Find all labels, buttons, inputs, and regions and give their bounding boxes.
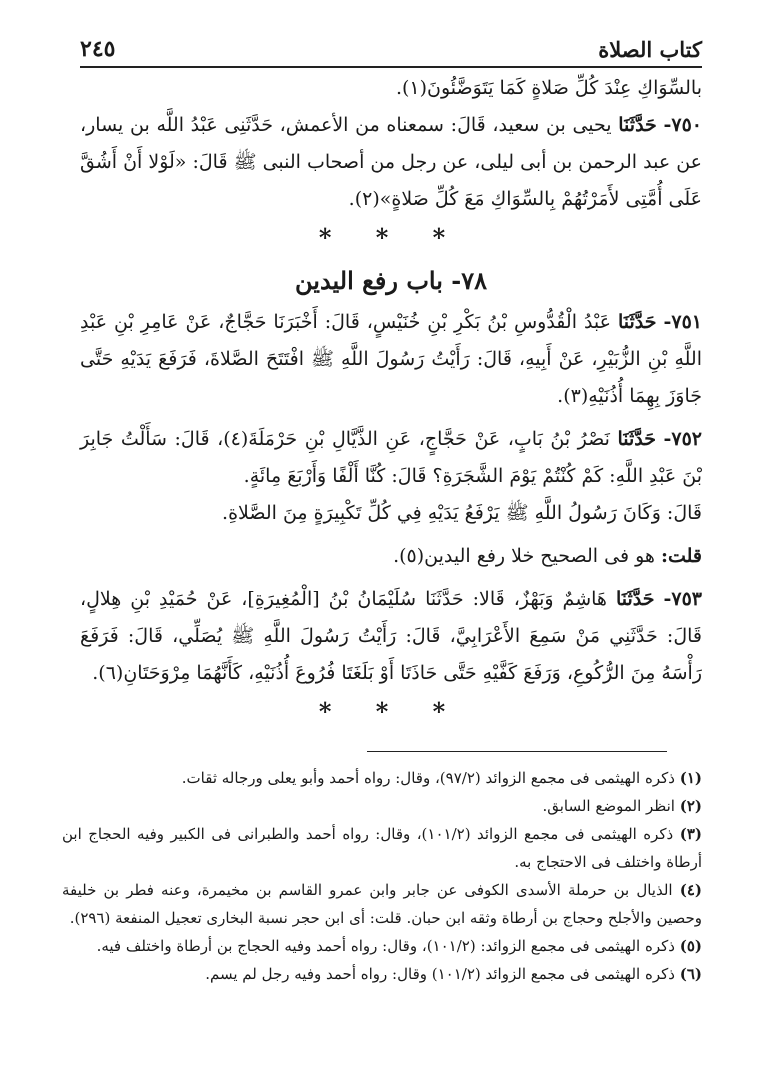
- footnote: [62, 792, 702, 820]
- page-header: [80, 30, 702, 68]
- hadith-753: [80, 581, 702, 692]
- footnote-number: (٦): [679, 965, 702, 983]
- separator-stars: * * *: [318, 697, 464, 726]
- footnote-text: ذكره الهيثمى فى مجمع الزوائد (١٠١/٢)، وقال: رواه أحمد والطبرانى فى الكبير وفيه الحجاج ابن أرطاة واختلف فى الاحتجاج به.: [62, 825, 702, 871]
- editor-note-text: هو فى الصحيح خلا رفع اليدين(٥).: [393, 545, 655, 567]
- page-number: ٢٤٥: [80, 36, 116, 62]
- footnotes: [62, 764, 702, 988]
- footnote-text: ذكره الهيثمى فى مجمع الزوائد (٩٧/٢)، وقال: رواه أحمد وأبو يعلى ورجاله ثقات.: [181, 769, 675, 787]
- separator-stars: * * *: [318, 223, 464, 252]
- hadith-keyword: حَدَّثَنَا: [615, 588, 655, 610]
- running-title: كتاب الصلاة: [598, 37, 702, 62]
- hadith-750: [80, 107, 702, 218]
- qult-keyword: قلت:: [660, 545, 702, 567]
- hadith-text: عَبْدُ الْقُدُّوسِ بْنُ بَكْرِ بْنِ خُنَيْسٍ، قَالَ: أَخْبَرَنَا حَجَّاجٌ، عَنْ عَامِرِ بْنِ عَبْدِ اللَّهِ بْنِ الزُّبَيْرِ، عَنْ أَبِيهِ، قَالَ: رَأَيْتُ رَسُولَ اللَّهِ ﷺ افْتَتَحَ الصَّلاةَ، فَرَفَعَ يَدَيْهِ حَتَّى جَاوَزَ بِهِمَا أُذُنَيْهِ(٣).: [80, 311, 702, 407]
- footnote-divider: [367, 751, 667, 752]
- footnote: [62, 820, 702, 876]
- footnote-text: الذيال بن حرملة الأسدى الكوفى عن جابر وابن عمرو القاسم بن مخيمرة، وعنه فطر بن خليفة وحصين والأجلح وحجاج بن أرطاة وثقه ابن حبان. قلت: أى ابن حجر نسبة البخارى تعجيل المنفعة (٢٩٦).: [62, 881, 702, 927]
- hadith-752: [80, 421, 702, 495]
- hadith-751: [80, 304, 702, 415]
- footnote: [62, 960, 702, 988]
- footnote-text: انظر الموضع السابق.: [542, 797, 675, 815]
- footnote-number: (٣): [679, 825, 702, 843]
- hadith-number: ٧٥٢-: [663, 428, 703, 450]
- hadith-text: يحيى بن سعيد، قَالَ: سمعناه من الأعمش، حَدَّثَنِى عَبْدُ اللَّه بن يسار، عن عبد الرحمن بن أبى ليلى، عن رجل من أصحاب النبى ﷺ قَالَ: «لَوْلا أَنْ أَشُقَّ عَلَى أُمَّتِى لأَمَرْتُهُمْ بِالسِّوَاكِ مَعَ كُلِّ صَلاةٍ»(٢).: [80, 114, 702, 210]
- hadith-number: ٧٥٣-: [663, 588, 703, 610]
- footnote: [62, 764, 702, 792]
- footnote-number: (٢): [679, 797, 702, 815]
- hadith-text: نَصْرُ بْنُ بَابٍ، عَنْ حَجَّاجٍ، عَنِ الذَّيَّالِ بْنِ حَرْمَلَةَ(٤)، قَالَ: سَأَلْتُ جَابِرَ بْنَ عَبْدِ اللَّهِ: كَمْ كُنْتُمْ يَوْمَ الشَّجَرَةِ؟ قَالَ: كُنَّا أَلْفًا وَأَرْبَعَ مِائَةٍ.: [80, 428, 702, 487]
- hadith-keyword: حَدَّثَنَا: [618, 114, 657, 136]
- footnote-text: ذكره الهيثمى فى مجمع الزوائد: (١٠١/٢)، وقال: رواه أحمد وفيه الحجاج بن أرطاة واختلف فيه.: [96, 937, 675, 955]
- footnote: [62, 932, 702, 960]
- editor-note: [80, 538, 702, 575]
- footnote-text: ذكره الهيثمى فى مجمع الزوائد (١٠١/٢) وقال: رواه أحمد وفيه رجل لم يسم.: [205, 965, 675, 983]
- paragraph-continuation: بالسِّوَاكِ عِنْدَ كُلِّ صَلاةٍ كَمَا يَتَوَضَّئُونَ(١).: [395, 77, 702, 99]
- footnote-number: (٥): [679, 937, 702, 955]
- footnote: [62, 876, 702, 932]
- footnote-number: (٤): [679, 881, 702, 899]
- hadith-number: ٧٥١-: [663, 311, 702, 333]
- main-text: [80, 70, 702, 732]
- hadith-keyword: حَدَّثَنَا: [617, 428, 656, 450]
- hadith-text: هَاشِمٌ وَبَهْزٌ، قَالا: حَدَّثَنَا سُلَيْمَانُ بْنُ [الْمُغِيرَةِ]، عَنْ حُمَيْدِ بْنِ هِلالٍ، قَالَ: حَدَّثَنِي مَنْ سَمِعَ الأَعْرَابِيَّ، قَالَ: رَأَيْتُ رَسُولَ اللَّهِ ﷺ يُصَلِّي، قَالَ: فَرَفَعَ رَأْسَهُ مِنَ الرُّكُوعِ، وَرَفَعَ كَفَّيْهِ حَتَّى حَاذَتَا أَوْ بَلَغَتَا فُرُوعَ أُذُنَيْهِ، كَأَنَّهُمَا مِرْوَحَتَانِ(٦).: [80, 588, 702, 684]
- hadith-752-continued: قَالَ: وَكَانَ رَسُولُ اللَّهِ ﷺ يَرْفَعُ يَدَيْهِ فِي كُلِّ تَكْبِيرَةٍ مِنَ الصَّلاةِ.: [222, 502, 702, 524]
- chapter-heading: ٧٨- باب رفع اليدين: [295, 266, 487, 295]
- footnote-number: (١): [679, 769, 702, 787]
- hadith-number: ٧٥٠-: [663, 114, 702, 136]
- hadith-keyword: حَدَّثَنَا: [617, 311, 657, 333]
